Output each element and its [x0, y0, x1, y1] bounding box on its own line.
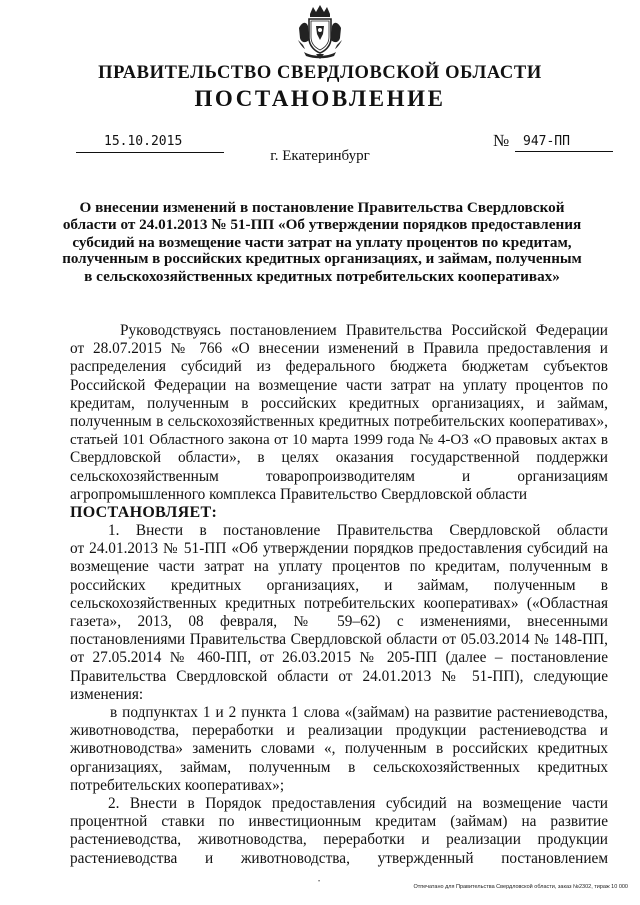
item2-line: растениеводства и животноводства, утвержденный постановлением — [70, 849, 608, 867]
preamble-line: агропромышленного комплекса Правительство Свердловской области — [70, 485, 528, 503]
item2-line: процентной ставки по инвестиционным кредитам (займам) на развитие — [70, 813, 608, 831]
preamble-line: сельскохозяйственным товаропроизводителям и организациям — [70, 467, 608, 485]
document-body — [70, 322, 608, 868]
item1-change-line: животноводства, переработки и реализации продукции растениеводства и — [70, 722, 608, 740]
item1-change-line: организациях, займам, полученным в сельскохозяйственных кредитных — [70, 758, 608, 776]
item1-line: от 24.01.2013 № 51-ПП «Об утверждении порядков предоставления субсидий на — [70, 540, 608, 558]
preamble-line: Свердловской области», в целях оказания государственной поддержки — [70, 449, 608, 467]
item1-line: изменения: — [70, 685, 144, 703]
subject-line: в сельскохозяйственных кредитных потребительских кооперативах» — [84, 268, 560, 286]
resolves-heading: ПОСТАНОВЛЯЕТ: — [70, 504, 218, 522]
subject-line: полученным в российских кредитных организациях, и займам, полученным — [62, 250, 582, 267]
item1-line: возмещение части затрат на уплату процентов по кредитам, полученным в — [70, 558, 608, 576]
document-subject — [62, 199, 582, 285]
item1-line: от 27.05.2014 № 460-ПП, от 26.03.2015 № 205-ПП (далее – постановление — [70, 649, 608, 667]
item1-line: Правительства Свердловской области от 24.01.2013 № 51-ПП), следующие — [70, 667, 608, 685]
item1-line: газета», 2013, 08 февраля, № 59–62) с изменениями, внесенными — [70, 613, 608, 631]
item1-change-line: животноводства» заменить словами «, полученным в российских кредитных — [70, 740, 608, 758]
preamble-line: кредитам, полученным в российских кредитных организациях, и займам, — [70, 394, 608, 412]
subject-line: О внесении изменений в постановление Правительства Свердловской — [79, 199, 565, 216]
subject-line: субсидий на возмещение части затрат на уплату процентов по кредитам, — [72, 233, 572, 251]
item1-line: российских кредитных организациях, и займам, полученным в — [70, 576, 608, 594]
item1-line: сельскохозяйственных кредитных потребительских кооперативах» («Областная — [70, 594, 608, 612]
item1-change-line: в подпунктах 1 и 2 пункта 1 слова «(займам) на развитие растениеводства, — [110, 704, 608, 722]
government-title: ПРАВИТЕЛЬСТВО СВЕРДЛОВСКОЙ ОБЛАСТИ — [98, 63, 542, 83]
document-date: 15.10.2015 — [104, 134, 183, 149]
stray-mark: • — [318, 879, 321, 885]
preamble-line: распределения субсидий из федерального бюджета бюджетам субъектов — [70, 358, 608, 376]
item2-line: 2. Внести в Порядок предоставления субсидий на возмещение части — [108, 795, 608, 813]
preamble-line: статьей 101 Областного закона от 10 марта 1999 года № 4-ОЗ «О правовых актах в — [70, 432, 608, 449]
print-note: Отпечатано для Правительства Свердловской области, заказ №2302, тираж 10 000 — [413, 884, 628, 890]
preamble-line: от 28.07.2015 № 766 «О внесении изменений в Правила предоставления и — [70, 340, 608, 358]
item1-change-line: потребительских кооперативах»; — [70, 776, 285, 794]
item2-line: растениеводства, животноводства, переработки и реализации продукции — [70, 831, 608, 849]
document-number: 947-ПП — [523, 134, 570, 149]
number-sign: № — [493, 131, 510, 150]
preamble-line: полученным в сельскохозяйственных кредитных потребительских кооперативах», — [70, 413, 608, 431]
preamble-line: Руководствуясь постановлением Правительства Российской Федерации — [120, 322, 608, 339]
item1-line: постановлениями Правительства Свердловской области от 05.03.2014 № 148-ПП, — [70, 631, 608, 649]
item1-line: 1. Внести в постановление Правительства Свердловской области — [108, 522, 608, 540]
sverdlovsk-coat-of-arms-icon — [296, 4, 344, 60]
subject-line: области от 24.01.2013 № 51-ПП «Об утверждении порядков предоставления — [62, 216, 582, 234]
document-type-heading: ПОСТАНОВЛЕНИЕ — [194, 86, 446, 111]
city-line: г. Екатеринбург — [270, 148, 370, 164]
preamble-line: Российской Федерации на возмещение части затрат на уплату процентов по — [70, 376, 608, 394]
